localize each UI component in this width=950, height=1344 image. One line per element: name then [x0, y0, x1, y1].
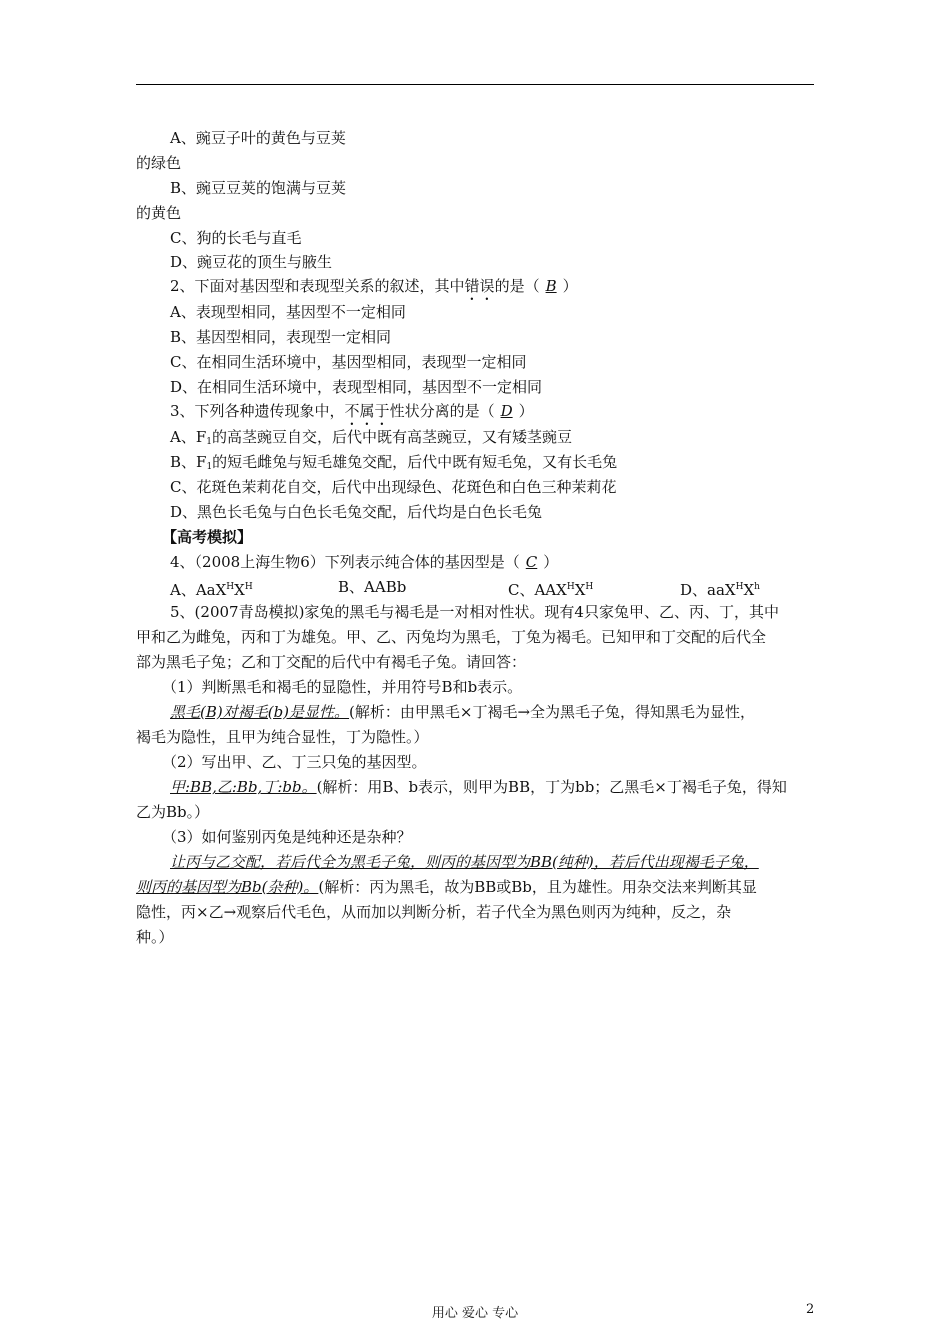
q5-part3-prompt: （3）如何鉴别丙兔是纯种还是杂种？ — [162, 828, 412, 846]
q5-stem-line1: 5、(2007青岛模拟)家兔的黑毛与褐毛是一对相对性状。现有4只家兔甲、乙、丙、丁，其中 — [170, 603, 779, 621]
q2-option-d: D、在相同生活环境中，表现型相同，基因型不一定相同 — [170, 378, 543, 396]
q5-part2-explanation: 乙为Bb。） — [136, 803, 210, 821]
q5-part2-answer-text: 甲:BB,乙:Bb,丁:bb。 — [170, 778, 317, 796]
q3-option-b: B、$F_1$的短毛雌兔与短毛雄兔交配，后代中既有短毛兔，又有长毛兔 — [170, 453, 618, 472]
q2-option-a: A、表现型相同，基因型不一定相同 — [170, 303, 406, 321]
page-footer: 用心 爱心 专心 — [431, 1306, 519, 1321]
q3-answer: D — [500, 402, 513, 420]
q4-answer: C — [525, 553, 538, 571]
q5-part3-answer-line2: 则丙的基因型为Bb(杂种)。(解析：丙为黑毛，故为BB或Bb，且为雄性。用杂交法来判断其显 — [136, 878, 757, 896]
q4-stem: 4、（2008上海生物6）下列表示纯合体的基因型是（ C ） — [170, 553, 559, 571]
q2-answer: B — [545, 277, 557, 295]
q4-option-d: D、$aaX^HX^h$ — [680, 581, 760, 599]
q1-option-d: D、豌豆花的顶生与腋生 — [170, 253, 333, 271]
q5-part2-answer: 甲:BB,乙:Bb,丁:bb。(解析：用B、b表示，则甲为BB，丁为bb；乙黑毛×丁褐毛子兔，得知 — [170, 778, 787, 796]
q3-stem: 3、下列各种遗传现象中，不属于性状分离的是（ D ） — [170, 402, 534, 420]
q5-stem-line2: 甲和乙为雌兔，丙和丁为雄兔。甲、乙、丙兔均为黑毛，丁兔为褐毛。已知甲和丁交配的后代全 — [136, 628, 767, 646]
q1-option-b: B、豌豆豆荚的饱满与豆荚 — [170, 179, 347, 197]
q2-stem: 2、下面对基因型和表现型关系的叙述，其中错误的是（ B ） — [170, 277, 578, 295]
q5-part1-explanation: 褐毛为隐性，且甲为纯合显性，丁为隐性。） — [136, 728, 429, 746]
header-rule — [136, 84, 814, 85]
page-number: 2 — [806, 1302, 815, 1317]
q5-part3-explanation-end: 种。） — [136, 928, 174, 946]
q5-part3-answer-line1: 让丙与乙交配，若后代全为黑毛子兔，则丙的基因型为BB(纯种)，若后代出现褐毛子兔， — [170, 853, 759, 871]
q1-option-b-cont: 的黄色 — [136, 204, 182, 222]
q5-part3-explanation: 隐性，丙×乙→观察后代毛色，从而加以判断分析，若子代全为黑色则丙为纯种，反之，杂 — [136, 903, 732, 921]
q5-stem-line3: 部为黑毛子兔；乙和丁交配的后代中有褐毛子兔。请回答： — [136, 653, 527, 671]
q4-option-a: A、$AaX^HX^H$ — [170, 581, 253, 599]
q5-part2-prompt: （2）写出甲、乙、丁三只兔的基因型。 — [162, 753, 427, 771]
q2-option-c: C、在相同生活环境中，基因型相同，表现型一定相同 — [170, 353, 527, 371]
q2-option-b: B、基因型相同，表现型一定相同 — [170, 328, 392, 346]
q5-part1-prompt: （1）判断黑毛和褐毛的显隐性，并用符号B和b表示。 — [162, 678, 523, 696]
q4-option-b: B、AABb — [338, 578, 407, 596]
section-heading: 【高考模拟】 — [162, 528, 253, 546]
q1-option-c: C、狗的长毛与直毛 — [170, 229, 302, 247]
q3-option-d: D、黑色长毛兔与白色长毛兔交配，后代均是白色长毛兔 — [170, 503, 543, 521]
q1-option-a-cont: 的绿色 — [136, 154, 182, 172]
q2-emphasis: 错误 — [464, 277, 495, 295]
q5-part1-answer: 黑毛(B)对褐毛(b)是显性。(解析：由甲黑毛×丁褐毛→全为黑毛子兔，得知黑毛为显性， — [170, 703, 756, 721]
q5-part1-answer-text: 黑毛(B)对褐毛(b)是显性。 — [170, 703, 350, 721]
q1-option-a: A、豌豆子叶的黄色与豆荚 — [170, 129, 346, 147]
q3-emphasis: 不属于 — [344, 402, 390, 420]
q4-option-c: C、$AAX^HX^H$ — [508, 581, 594, 599]
q3-option-a: A、$F_1$的高茎豌豆自交，后代中既有高茎豌豆，又有矮茎豌豆 — [170, 428, 572, 447]
q3-option-c: C、花斑色茉莉花自交，后代中出现绿色、花斑色和白色三种茉莉花 — [170, 478, 617, 496]
